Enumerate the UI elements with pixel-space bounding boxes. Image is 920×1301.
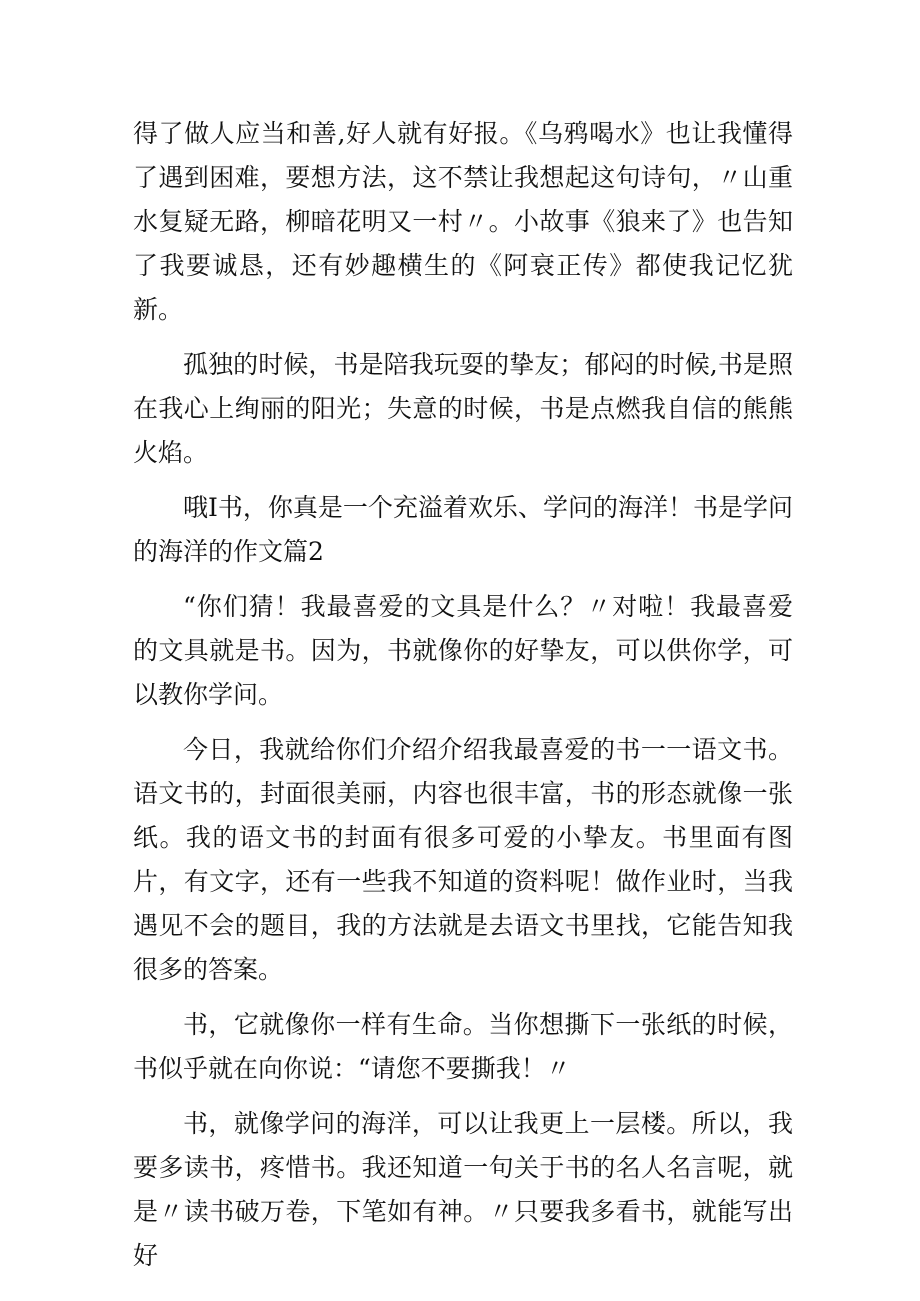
- paragraph-3: 哦I书，你真是一个充溢着欢乐、学问的海洋！书是学问的海洋的作文篇2: [133, 493, 793, 566]
- paragraph-1: 得了做人应当和善,好人就有好报。《乌鸦喝水》也让我懂得了遇到困难，要想方法，这不禁让我想起这句诗句，〃山重水复疑无路，柳暗花明又一村〃。小故事《狼来了》也告知了我要诚恳，还有妙趣横生的《阿衰正传》都使我记忆犹新。: [133, 119, 793, 324]
- paragraph-5: 今日，我就给你们介绍介绍我最喜爱的书一一语文书。语文书的，封面很美丽，内容也很丰富，书的形态就像一张纸。我的语文书的封面有很多可爱的小挚友。书里面有图片，有文字，还有一些我不知道的资料呢！做作业时，当我遇见不会的题目，我的方法就是去语文书里找，它能告知我很多的答案。: [133, 735, 793, 984]
- paragraph-4: “你们猜！我最喜爱的文具是什么？〃对啦！我最喜爱的文具就是书。因为，书就像你的好挚友，可以供你学，可以教你学问。: [133, 592, 793, 709]
- paragraph-2: 孤独的时候，书是陪我玩耍的挚友；郁闷的时候,书是照在我心上绚丽的阳光；失意的时候，书是点燃我自信的熊熊火焰。: [133, 350, 793, 467]
- document-body: [133, 112, 793, 1289]
- paragraph-6: 书，它就像你一样有生命。当你想撕下一张纸的时候，书似乎就在向你说：“请您不要撕我！〃: [133, 1010, 793, 1083]
- paragraph-7: 书，就像学问的海洋，可以让我更上一层楼。所以，我要多读书，疼惜书。我还知道一句关于书的名人名言呢，就是〃读书破万卷，下笔如有神。〃只要我多看书，就能写出好: [133, 1109, 793, 1270]
